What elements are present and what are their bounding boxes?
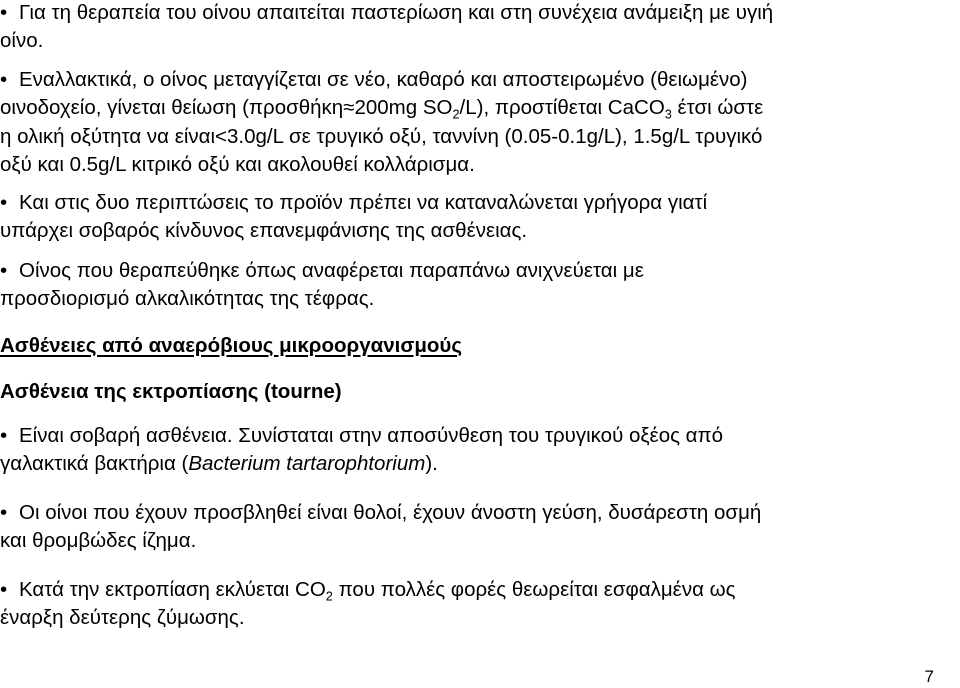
text: και θρομβώδες ίζημα. [0,529,197,552]
page-number: 7 [924,667,934,686]
section-heading [0,331,462,361]
text: οινοδοχείο, γίνεται θείωση (προσθήκη≈200mg SO [0,96,453,119]
text: υπάρχει σοβαρός κίνδυνος επανεμφάνισης της ασθένειας. [0,219,528,242]
bullet-line [0,65,956,95]
text: η ολική οξύτητα να είναι<3.0g/L σε τρυγικό οξύ, ταννίνη (0.05-0.1g/L), 1.5g/L τρυγικό [0,125,763,148]
text: Εναλλακτικά, ο οίνος μεταγγίζεται σε νέο, καθαρό και αποστειρωμένο (θειωμένο) [19,68,748,91]
bullet-icon: • [0,191,8,214]
text-line [0,26,956,56]
text-line [0,93,956,123]
text: ). [425,452,438,475]
text-line [0,603,956,633]
text: που πολλές φορές θεωρείται εσφαλμένα ως [332,578,736,601]
text: Είναι σοβαρή ασθένεια. Συνίσταται στην αποσύνθεση του τρυγικού οξέος από [19,424,724,447]
text: Κατά την εκτροπίαση εκλύεται CO [19,578,326,601]
bullet-line [0,575,956,605]
section-heading-text: Ασθένειες από αναερόβιους μικροοργανισμούς [0,334,463,357]
text: Για τη θεραπεία του οίνου απαιτείται παστερίωση και στη συνέχεια ανάμειξη με υγιή [19,1,774,24]
subsection-heading-text: Ασθένεια της εκτροπίασης (tourne) [0,380,342,403]
text-line [0,122,956,152]
italic-text: Bacterium tartarophtorium [188,452,426,475]
text: γαλακτικά βακτήρια ( [0,452,189,475]
text-line [0,526,956,556]
text-line [0,449,956,479]
text: προσδιορισμό αλκαλικότητας της τέφρας. [0,287,375,310]
subscript: 2 [325,588,333,604]
text-line [0,150,956,180]
text: Και στις δυο περιπτώσεις το προϊόν πρέπει να καταναλώνεται γρήγορα γιατί [19,191,708,214]
bullet-icon: • [0,424,8,447]
text-line [0,284,956,314]
text: Οίνος που θεραπεύθηκε όπως αναφέρεται παραπάνω ανιχνεύεται με [19,259,644,282]
text-line [0,216,956,246]
text: έτσι ώστε [671,96,764,119]
bullet-line [0,256,956,286]
bullet-icon: • [0,1,8,24]
bullet-line [0,188,956,218]
bullet-icon: • [0,68,8,91]
bullet-line [0,498,956,528]
bullet-line [0,421,956,451]
text: Οι οίνοι που έχουν προσβληθεί είναι θολοί, έχουν άνοστη γεύση, δυσάρεστη οσμή [19,501,762,524]
bullet-icon: • [0,578,8,601]
subscript: 3 [664,106,672,122]
subscript: 2 [452,106,460,122]
bullet-line [0,0,956,28]
bullet-icon: • [0,259,8,282]
text: /L), προστίθεται CaCO [459,96,665,119]
text: οξύ και 0.5g/L κιτρικό οξύ και ακολουθεί κολλάρισμα. [0,153,475,176]
subsection-heading [0,377,342,407]
text: έναρξη δεύτερης ζύμωσης. [0,606,245,629]
text: οίνο. [0,29,44,52]
bullet-icon: • [0,501,8,524]
